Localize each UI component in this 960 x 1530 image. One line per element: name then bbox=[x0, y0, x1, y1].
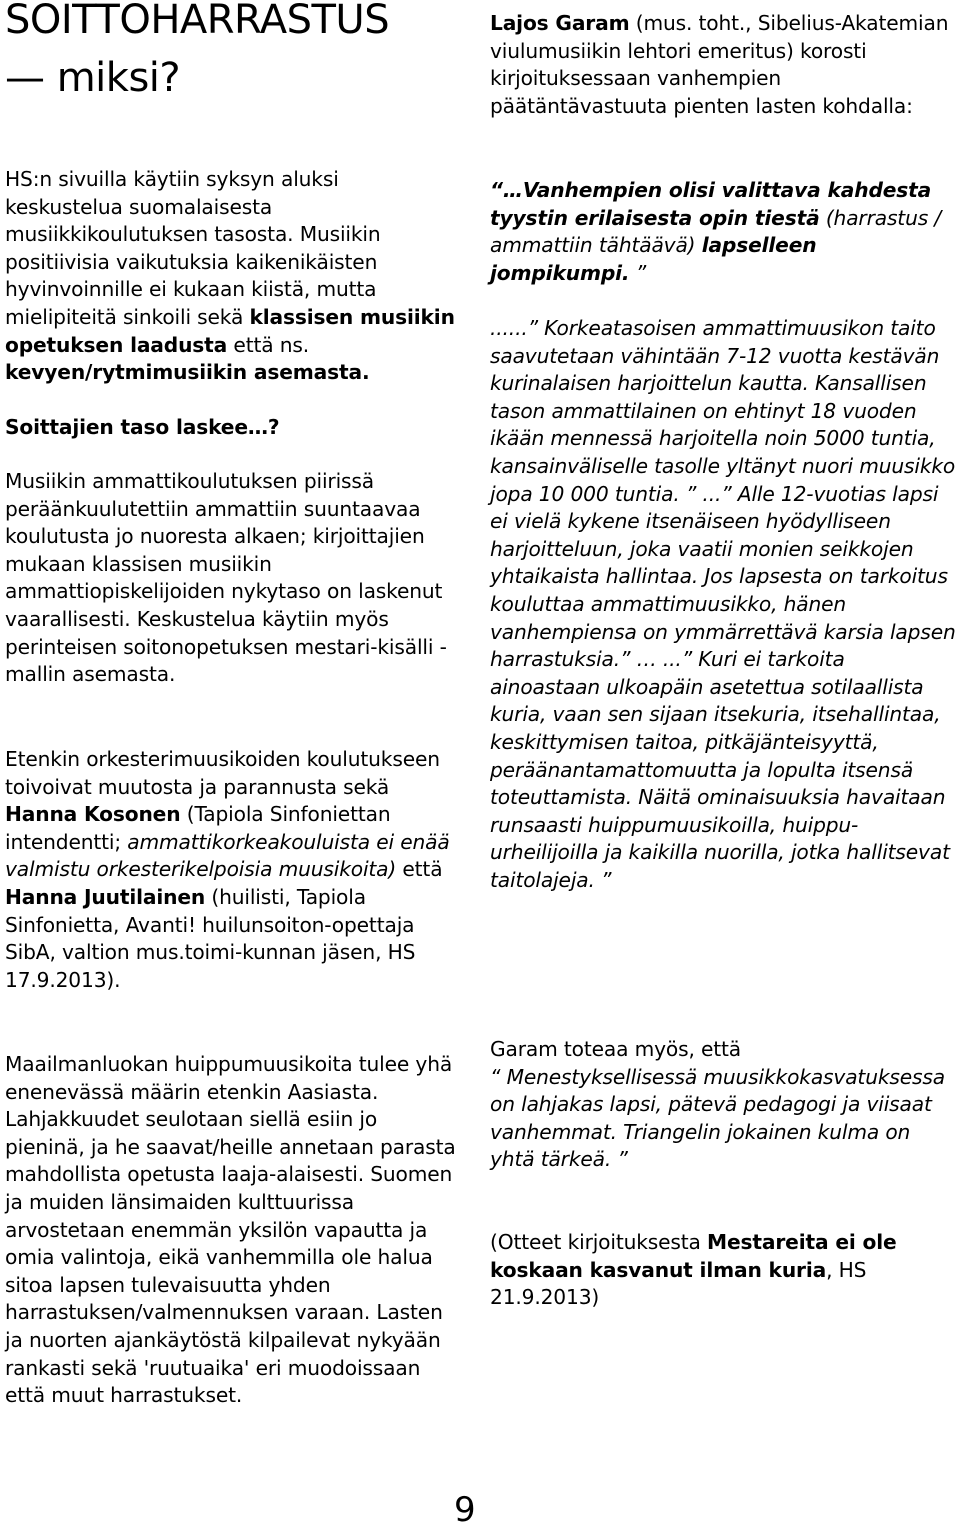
source-text: (Otteet kirjoituksesta bbox=[490, 1230, 708, 1254]
source-article-title: Mestareita ei ole koskaan kasvanut ilman kuria bbox=[490, 1230, 897, 1282]
person-name-kosonen: Hanna Kosonen bbox=[5, 802, 181, 827]
intro-emphasis-classical: klassisen musiikin opetuksen laadusta bbox=[5, 304, 455, 357]
orchestra-connector: että bbox=[396, 857, 443, 882]
intro-paragraph bbox=[5, 166, 460, 387]
quote-1-close: ” bbox=[629, 260, 646, 285]
quote-1-text: (harrastus / ammattiin tähtäävä) bbox=[490, 205, 942, 258]
garam-quote-2: ......” Korkeatasoisen ammattimuusikon taito saavutetaan vähintään 7-12 vuotta kestävän kurinalaisen harjoittelun kautta. Kansallisen tason ammattilainen on ehtinyt 18 vuoden ikään mennessä harjoitella noin 5000 tuntia, kansainväliselle tasolle yltänyt nuori muusikko jopa 10 000 tuntia. ” ...” Alle 12-vuotias lapsi ei vielä kykene itsenäiseen hyödylliseen harjoitteluun, joka vaatii monien seikkojen yhtaikaista hallintaa. Jos lapsesta on tarkoitus kouluttaa ammattimuusikko, hänen vanhempiensa on ymmärrettävä karsia lapsen harrastuksia.” … ...” Kuri ei tarkoita ainoastaan ulkoapäin asetettua sotilaallista kuria, vaan sen sijaan itsekuria, itsehallintaa, keskittymisen taitoa, pitkäjänteisyyttä, peräänantamattomuutta ja lopulta itsensä toteuttamista. Näitä ominaisuuksia havaitaan runsaasti huippumuusikoilla, huippu-urheilijoilla ja kaikilla nuorilla, jotka hallitsevat taitolajeja. ” bbox=[490, 316, 956, 892]
garam-quote-1 bbox=[490, 177, 952, 287]
intro-emphasis-rhythm: kevyen/rytmimusiikin asemasta. bbox=[5, 360, 370, 385]
garam-conclusion bbox=[490, 1036, 952, 1174]
page-subtitle: — miksi? bbox=[5, 55, 181, 101]
intro-text: HS:n sivuilla käytiin syksyn aluksi keskustelua suomalaisesta musiikkikoulutuksen tasosta. Musiikin positiivisia vaikutuksia kaikenikäisten hyvinvoinnille ei kukaan kiistä, mutta mielipiteitä sinkoili sekä bbox=[5, 167, 381, 329]
paragraph-training: Musiikin ammattikoulutuksen piirissä peräänkuulutettiin ammattiin suuntaavaa koulutusta jo nuoresta alkaen; kirjoittajien mukaan klassisen musiikin ammattiopiskelijoiden nykytaso on laskenut vaarallisesti. Keskustelua käytiin myös perinteisen soitonopetuksen mestari-kisälli -mallin asemasta. bbox=[5, 469, 447, 687]
garam-intro-text: (mus. toht., Sibelius-Akatemian viulumusiikin lehtori emeritus) korosti kirjoituksessaan vanhempien päätäntävastuuta pienten lasten kohdalla: bbox=[490, 11, 949, 118]
kosonen-quote: ammattikorkeakouluista ei enää valmistu orkesterikelpoisia muusikoita) bbox=[5, 829, 450, 882]
intro-text-connector: että ns. bbox=[227, 332, 309, 357]
section-heading: Soittajien taso laskee…? bbox=[5, 415, 280, 439]
quote-1-emphasis: “…Vanhempien olisi valittava kahdesta tyystin erilaisesta opin tiestä bbox=[490, 178, 932, 230]
conclusion-lead: Garam toteaa myös, että bbox=[490, 1037, 742, 1061]
page-title: SOITTOHARRASTUS bbox=[5, 0, 390, 43]
paragraph-asia: Maailmanluokan huippumuusikoita tulee yhä enenevässä määrin etenkin Aasiasta. Lahjakkuudet seulotaan siellä esiin jo pieninä, ja he saavat/heille annetaan parasta mahdollista opetusta laaja-alaisesti. Suomen ja muiden länsimaiden kulttuurissa arvostetaan enemmän yksilön vapautta ja omia valintoja, eikä vanhemmilla ole halua sitoa lapsen tulevaisuutta yhden harrastuksen/valmennuksen varaan. Lasten ja nuorten ajankäytöstä kilpailevat nykyään rankasti sekä 'ruutuaika' eri muodoissaan että muut harrastukset. bbox=[5, 1052, 456, 1408]
paragraph-orchestra bbox=[5, 746, 460, 994]
garam-intro bbox=[490, 10, 952, 120]
juutilainen-role: (huilisti, Tapiola Sinfonietta, Avanti! huilunsoiton-opettaja SibA, valtion mus.toimi-kunnan jäsen, HS 17.9.2013). bbox=[5, 884, 416, 992]
person-name-garam: Lajos Garam bbox=[490, 11, 630, 35]
kosonen-role: (Tapiola Sinfoniettan intendentti; bbox=[5, 802, 391, 854]
conclusion-quote: “ Menestyksellisessä muusikkokasvatuksessa on lahjakas lapsi, pätevä pedagogi ja viisaat vanhemmat. Triangelin jokainen kulma on yhtä tärkeä. ” bbox=[490, 1064, 945, 1172]
source-date: , HS 21.9.2013) bbox=[490, 1257, 867, 1310]
source-citation bbox=[490, 1229, 952, 1312]
orchestra-text: Etenkin orkesterimuusikoiden koulutukseen toivoivat muutosta ja parannusta sekä bbox=[5, 747, 440, 799]
person-name-juutilainen: Hanna Juutilainen bbox=[5, 884, 206, 909]
page-number: 9 bbox=[454, 1490, 476, 1530]
quote-1-emphasis-end: lapselleen jompikumpi. bbox=[490, 233, 817, 285]
